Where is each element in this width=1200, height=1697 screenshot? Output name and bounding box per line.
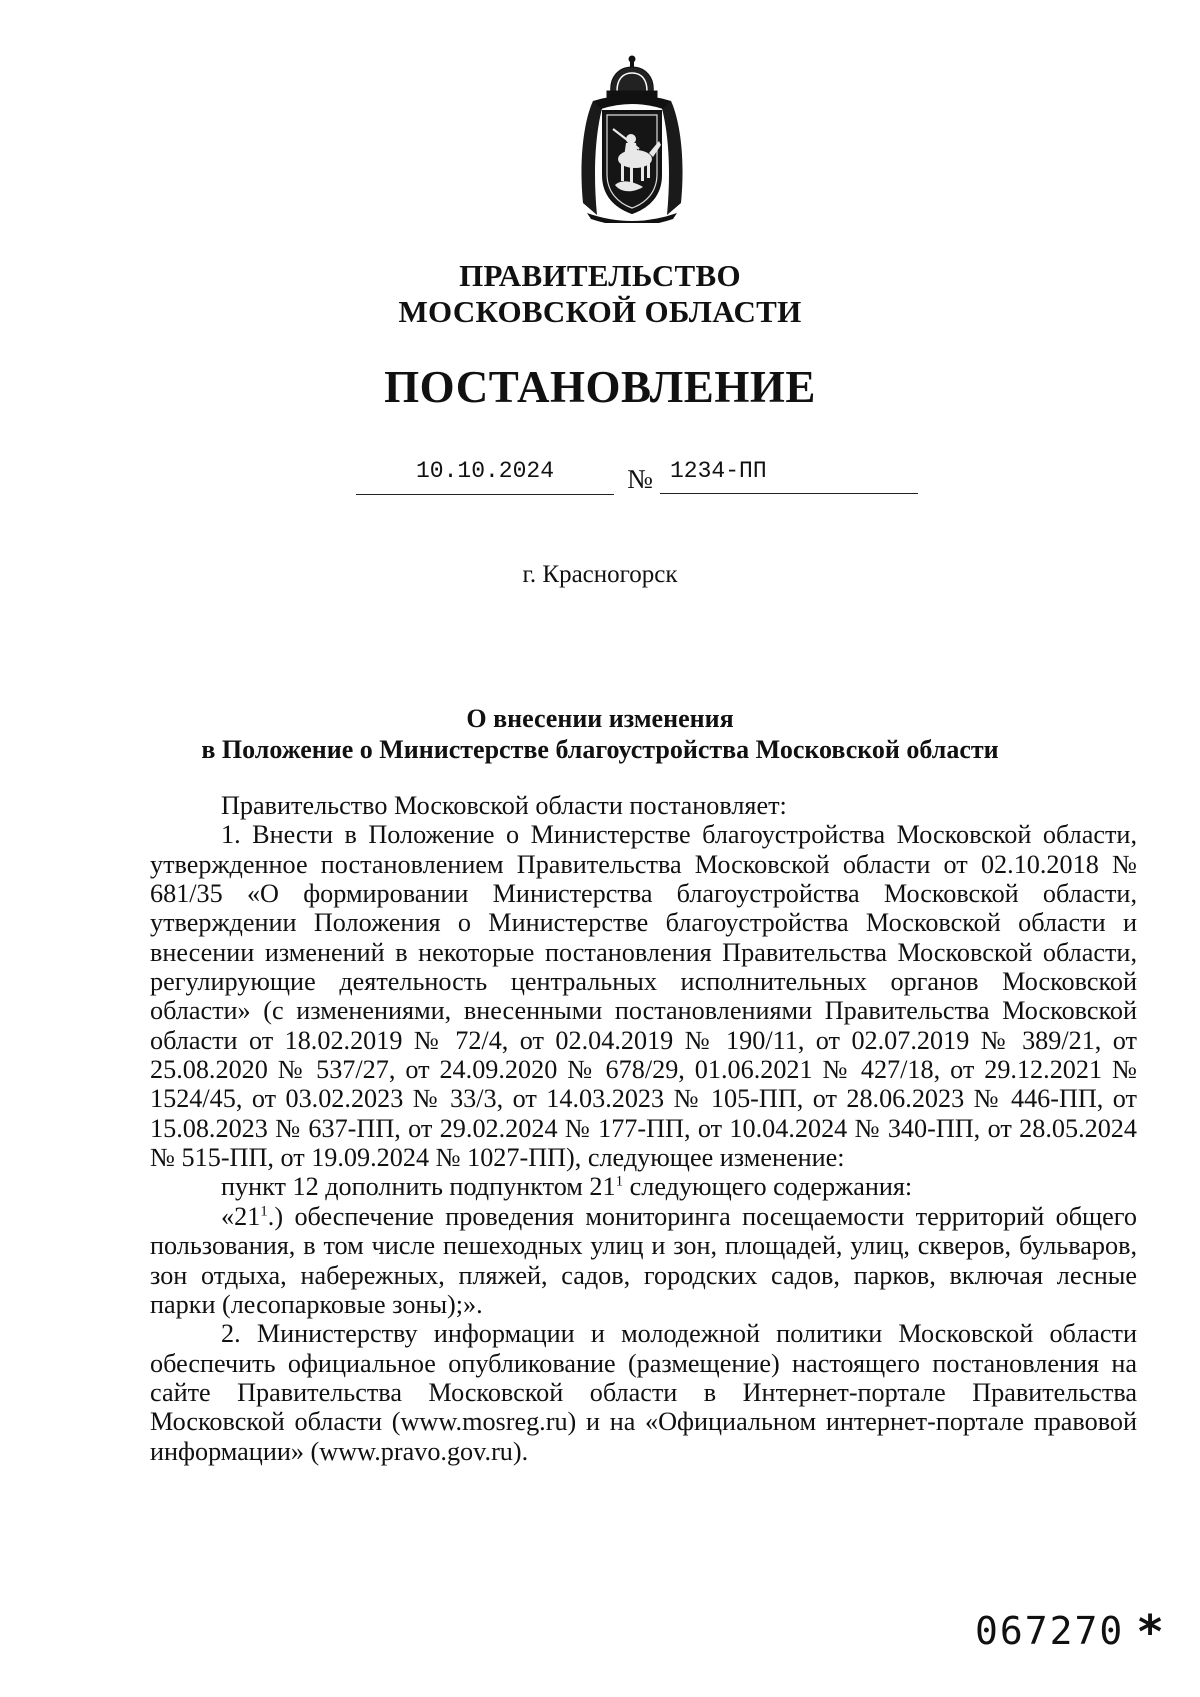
government-name-line2: МОСКОВСКОЙ ОБЛАСТИ [398,294,802,329]
point-intro-superscript: 1 [615,1173,624,1190]
serial-stamp [975,1605,1166,1659]
subpoint-open: «21 [221,1201,261,1231]
point-intro-tail: следующего содержания: [623,1172,913,1202]
document-number: 1234-ПП [660,452,918,494]
document-subject [0,703,1200,765]
document-body [150,791,1137,1466]
body-preamble: Правительство Московской области постановляет: [221,791,787,820]
coat-of-arms-icon [573,53,691,223]
subject-line1: О внесении изменения [466,704,734,733]
asterisk-mark: * [1136,1605,1166,1659]
subpoint-text: .) обеспечение проведения мониторинга посещаемости территорий общего пользования, в том числе пешеходных улиц и зон, площадей, улиц, скверов, бульваров, зон отдыха, набережных, пляжей, садов, городских садов, парков, включая лесные парки (лесопарковые зоны);». [150,1201,1137,1319]
body-item-1: 1. Внести в Положение о Министерстве благоустройства Московской области, утвержденное постановлением Правительства Московской области от 02.10.2018 № 681/35 «О формировании Министерства благоустройства Московской области, утверждении Положения о Министерстве благоустройства Московской области и внесении изменений в некоторые постановления Правительства Московской области, регулирующие деятельность центральных исполнительных органов Московской области» (с изменениями, внесенными постановлениями Правительства Московской области от 18.02.2019 № 72/4, от 02.04.2019 № 190/11, от 02.07.2019 № 389/21, от 25.08.2020 № 537/27, от 24.09.2020 № 678/29, 01.06.2021 № 427/18, от 29.12.2021 № 1524/45, от 03.02.2023 № 33/3, от 14.03.2023 № 105-ПП, от 28.06.2023 № 446-ПП, от 15.08.2023 № 637-ПП, от 29.02.2024 № 177-ПП, от 10.04.2024 № 340-ПП, от 28.05.2024 № 515-ПП, от 19.09.2024 № 1027-ПП), следующее изменение: [150,820,1137,1173]
document-date: 10.10.2024 [356,452,614,495]
government-name [0,258,1200,330]
document-meta-row [0,452,1200,512]
number-sign: № [627,464,653,494]
body-subpoint [150,1202,1137,1319]
serial-number: 067270 [975,1609,1125,1653]
body-item-2: 2. Министерству информации и молодежной политики Московской области обеспечить официальное опубликование (размещение) настоящего постановления на сайте Правительства Московской области в Интернет-портале Правительства Московской области (www.mosreg.ru) и на «Официальном интернет-портале правовой информации» (www.pravo.gov.ru). [150,1319,1137,1466]
document-city: г. Красногорск [522,561,678,588]
government-name-line1: ПРАВИТЕЛЬСТВО [459,258,741,293]
document-type-title: ПОСТАНОВЛЕНИЕ [384,362,816,412]
point-intro-text: пункт 12 дополнить подпунктом 21 [221,1172,616,1202]
body-point-intro [150,1172,1137,1201]
subject-line2: в Положение о Министерстве благоустройства Московской области [201,735,999,764]
subpoint-superscript: 1 [260,1203,268,1220]
